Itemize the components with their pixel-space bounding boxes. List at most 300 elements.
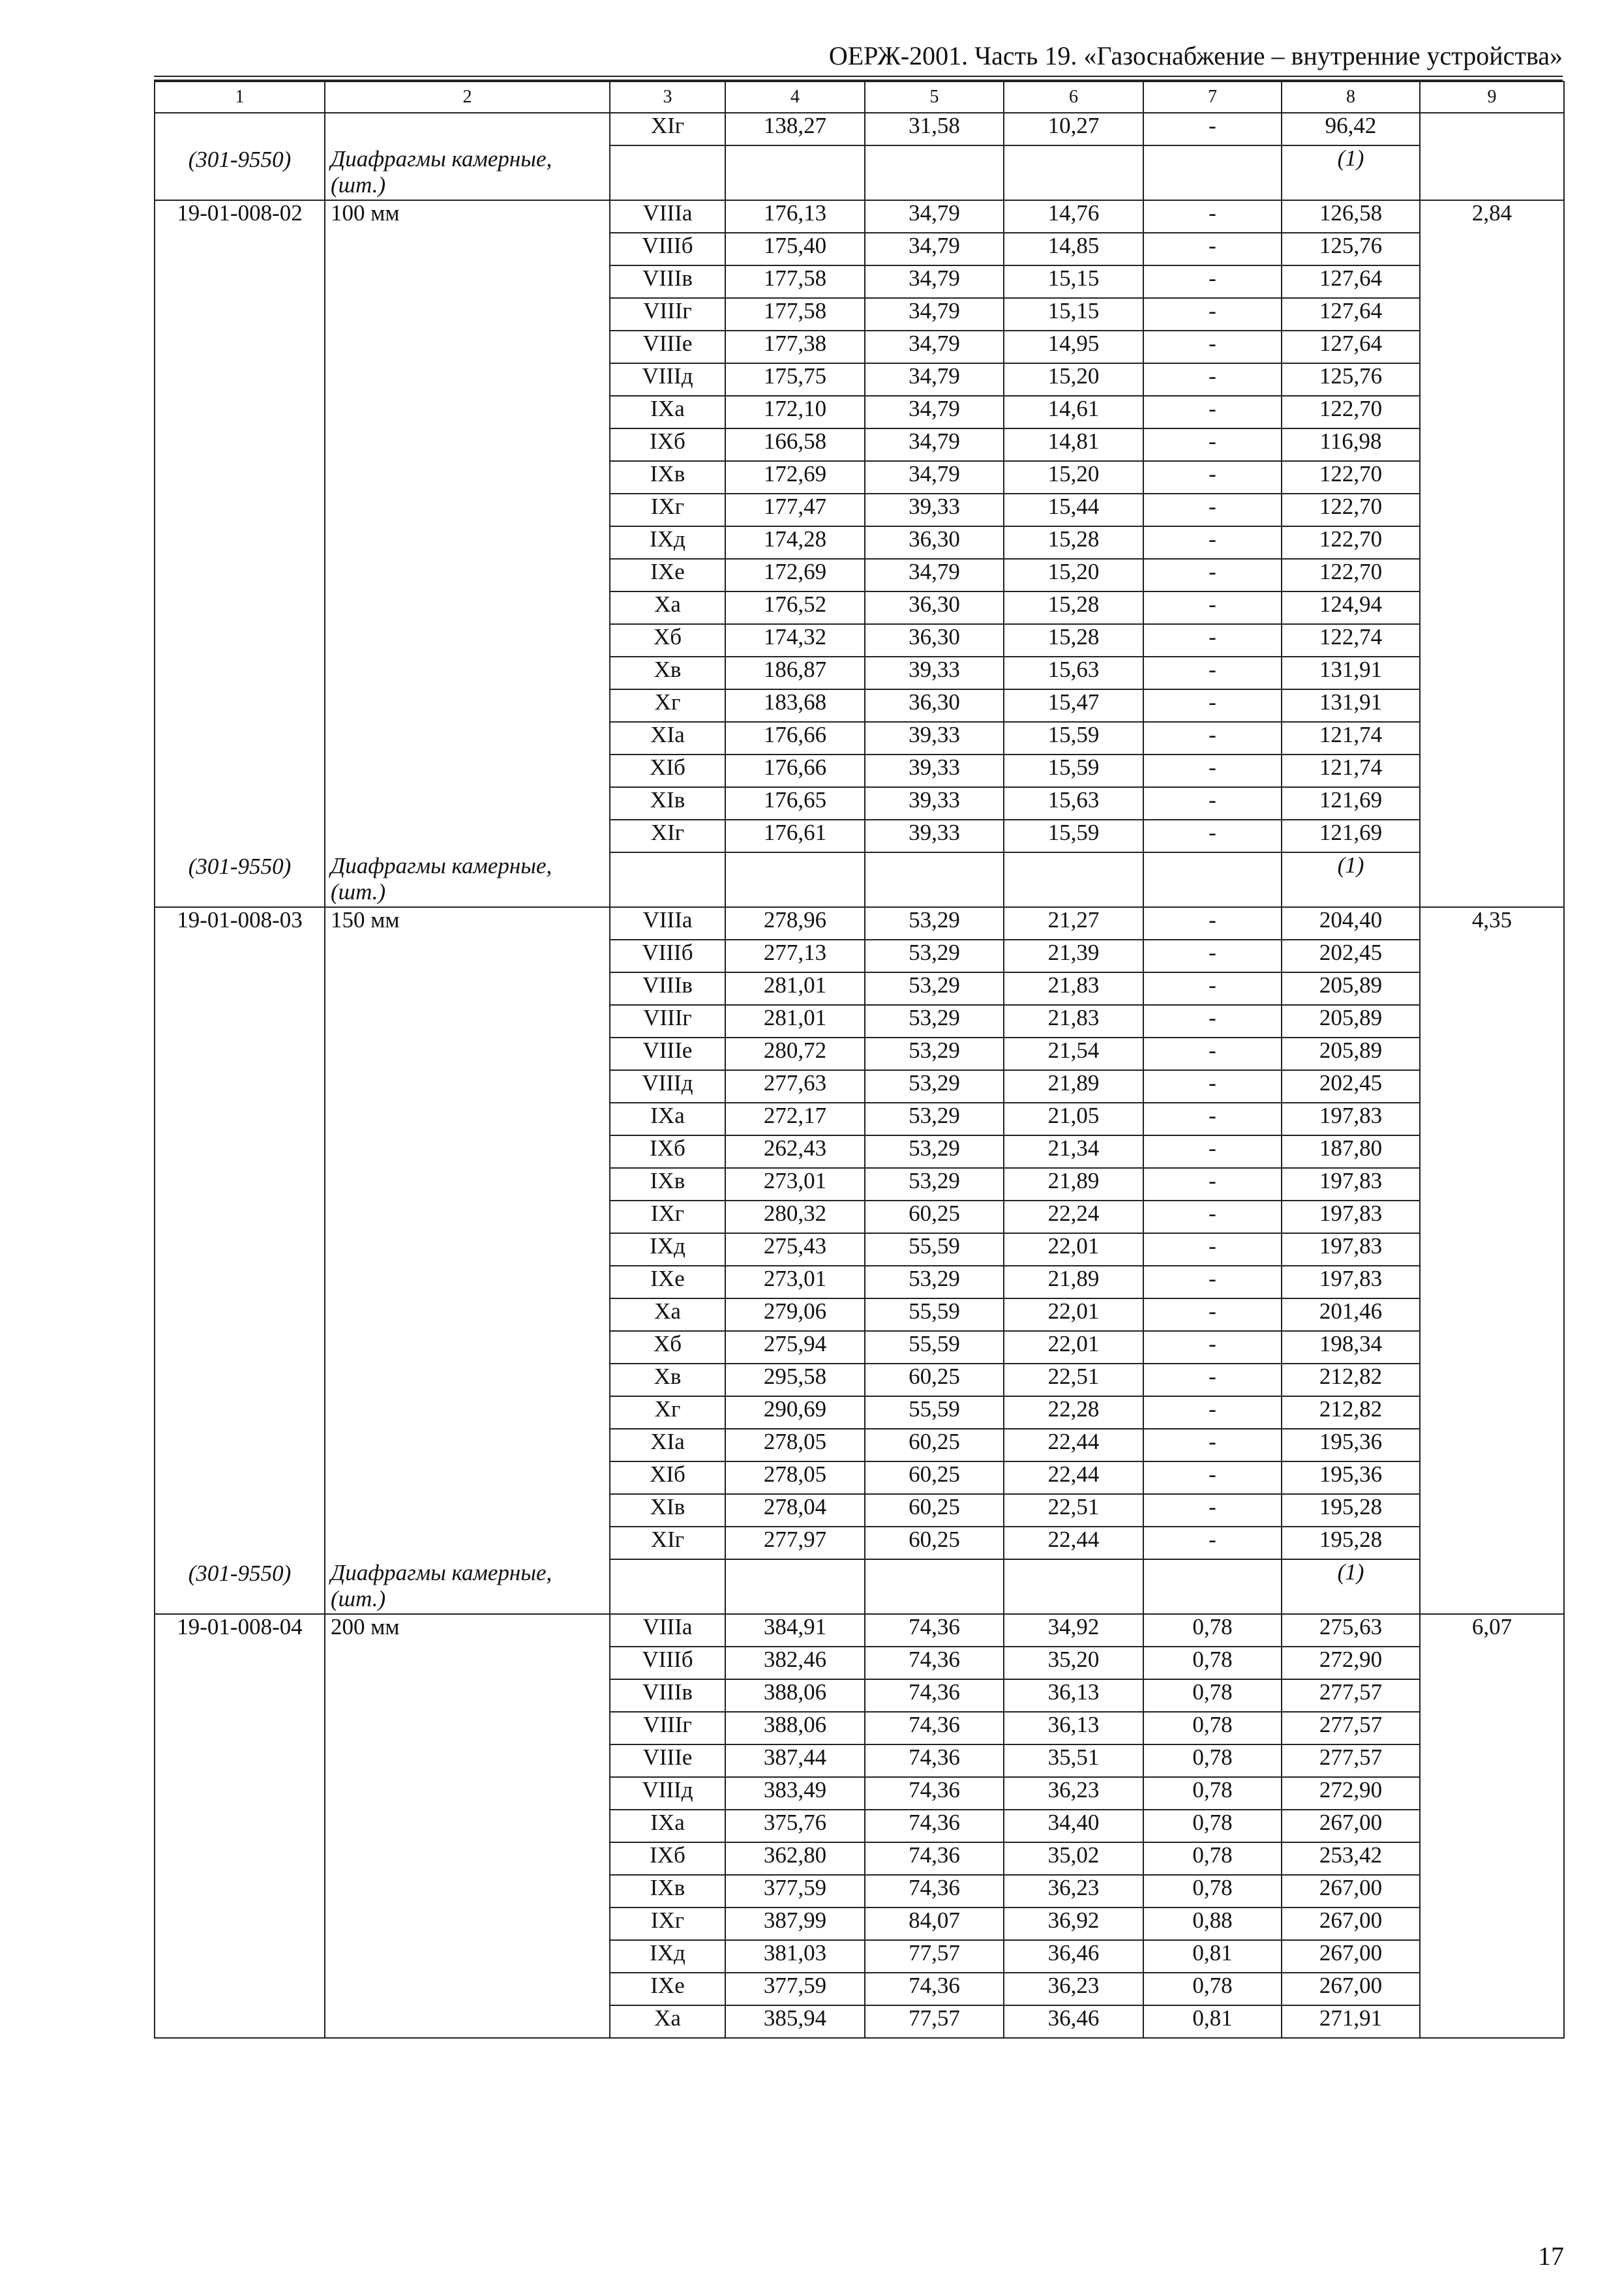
column-number: 3 (610, 82, 725, 113)
value-cell-col8: 121,74 (1282, 755, 1420, 787)
value-cell-col4: 362,80 (725, 1842, 865, 1875)
value-cell-col6: 14,61 (1004, 396, 1143, 428)
value-cell-col8: 277,57 (1282, 1712, 1420, 1744)
value-cell-col8: 122,70 (1282, 526, 1420, 559)
value-cell-col4: 280,32 (725, 1201, 865, 1233)
value-cell-col5: 34,79 (865, 200, 1004, 233)
zone-cell: IXе (610, 1266, 725, 1298)
rate-code (155, 200, 325, 907)
value-cell-col8: 267,00 (1282, 1940, 1420, 1973)
value-cell-col4: 166,58 (725, 428, 865, 461)
zone-cell: Xг (610, 1396, 725, 1429)
value-cell-col4: 177,58 (725, 298, 865, 331)
rate-code (155, 113, 325, 200)
value-cell-col8: 267,00 (1282, 1810, 1420, 1842)
value-cell-col5: 31,58 (865, 113, 1004, 145)
value-cell-col4: 138,27 (725, 113, 865, 145)
value-cell-col4: 183,68 (725, 689, 865, 722)
value-cell-col7: - (1143, 1461, 1282, 1494)
value-cell-col5: 55,59 (865, 1298, 1004, 1331)
value-cell-col5: 60,25 (865, 1201, 1004, 1233)
value-cell-col7: - (1143, 1135, 1282, 1168)
value-cell-col6: 14,95 (1004, 331, 1143, 363)
value-cell-col8: 127,64 (1282, 265, 1420, 298)
value-cell-col8: 253,42 (1282, 1842, 1420, 1875)
rate-code (155, 907, 325, 1614)
value-cell-col4: 177,58 (725, 265, 865, 298)
value-cell-col5: 74,36 (865, 1842, 1004, 1875)
zone-cell: VIIIв (610, 972, 725, 1005)
material-code: (301-9550) (188, 854, 292, 879)
value-cell-col6: 36,23 (1004, 1973, 1143, 2005)
value-cell-col8: 205,89 (1282, 972, 1420, 1005)
empty-cell (610, 852, 725, 907)
value-cell-col8: 122,70 (1282, 461, 1420, 494)
value-cell-col4: 175,40 (725, 233, 865, 265)
material-quantity: (1) (1282, 1559, 1420, 1614)
value-cell-col7: 0,78 (1143, 1647, 1282, 1679)
zone-cell: Xб (610, 624, 725, 657)
value-cell-col7: - (1143, 689, 1282, 722)
price-table (154, 81, 1565, 2039)
value-cell-col5: 36,30 (865, 526, 1004, 559)
rate-name-text: 200 мм (331, 1614, 400, 1639)
value-cell-col4: 172,69 (725, 559, 865, 591)
value-cell-col4: 388,06 (725, 1679, 865, 1712)
column-number-row (155, 82, 1564, 113)
value-cell-col8: 195,36 (1282, 1429, 1420, 1461)
value-cell-col7: - (1143, 113, 1282, 145)
value-cell-col5: 84,07 (865, 1908, 1004, 1940)
value-cell-col5: 74,36 (865, 1647, 1004, 1679)
value-cell-col7: - (1143, 787, 1282, 820)
value-cell-col8: 201,46 (1282, 1298, 1420, 1331)
value-cell-col5: 74,36 (865, 1973, 1004, 2005)
zone-cell: XIб (610, 755, 725, 787)
value-cell-col4: 272,17 (725, 1103, 865, 1135)
value-cell-col5: 34,79 (865, 559, 1004, 591)
value-cell-col8: 195,36 (1282, 1461, 1420, 1494)
value-cell-col5: 55,59 (865, 1233, 1004, 1266)
value-cell-col5: 74,36 (865, 1810, 1004, 1842)
value-cell-col5: 39,33 (865, 787, 1004, 820)
zone-cell: IXа (610, 1103, 725, 1135)
value-cell-col5: 53,29 (865, 1103, 1004, 1135)
value-cell-col4: 382,46 (725, 1647, 865, 1679)
value-cell-col7: - (1143, 396, 1282, 428)
column9-value: 6,07 (1420, 1614, 1564, 2038)
value-cell-col7: - (1143, 331, 1282, 363)
column-number: 1 (155, 82, 325, 113)
value-cell-col4: 384,91 (725, 1614, 865, 1647)
value-cell-col4: 176,13 (725, 200, 865, 233)
value-cell-col7: - (1143, 1233, 1282, 1266)
zone-cell: Xа (610, 2005, 725, 2038)
value-cell-col6: 14,81 (1004, 428, 1143, 461)
value-cell-col5: 53,29 (865, 1135, 1004, 1168)
value-cell-col8: 125,76 (1282, 363, 1420, 396)
value-cell-col6: 15,59 (1004, 722, 1143, 755)
empty-cell (1143, 145, 1282, 200)
rate-name-text: 100 мм (331, 200, 400, 226)
zone-cell: XIа (610, 722, 725, 755)
value-cell-col8: 195,28 (1282, 1527, 1420, 1559)
zone-cell: IXг (610, 1201, 725, 1233)
value-cell-col8: 125,76 (1282, 233, 1420, 265)
value-cell-col5: 74,36 (865, 1614, 1004, 1647)
zone-cell: XIв (610, 787, 725, 820)
value-cell-col6: 15,20 (1004, 461, 1143, 494)
column-number: 2 (325, 82, 610, 113)
zone-cell: IXб (610, 428, 725, 461)
table-row (155, 1614, 1564, 1647)
value-cell-col5: 34,79 (865, 298, 1004, 331)
value-cell-col6: 15,15 (1004, 298, 1143, 331)
value-cell-col4: 295,58 (725, 1364, 865, 1396)
column9-value: 2,84 (1420, 200, 1564, 907)
value-cell-col5: 34,79 (865, 265, 1004, 298)
value-cell-col7: - (1143, 233, 1282, 265)
value-cell-col6: 22,44 (1004, 1429, 1143, 1461)
value-cell-col8: 126,58 (1282, 200, 1420, 233)
value-cell-col4: 375,76 (725, 1810, 865, 1842)
value-cell-col4: 279,06 (725, 1298, 865, 1331)
zone-cell: IXб (610, 1842, 725, 1875)
material-name: Диафрагмы камерные, (шт.) (331, 146, 552, 198)
value-cell-col4: 383,49 (725, 1777, 865, 1810)
value-cell-col4: 177,38 (725, 331, 865, 363)
value-cell-col8: 197,83 (1282, 1233, 1420, 1266)
zone-cell: VIIIг (610, 298, 725, 331)
value-cell-col4: 387,99 (725, 1908, 865, 1940)
value-cell-col7: - (1143, 1103, 1282, 1135)
value-cell-col4: 277,97 (725, 1527, 865, 1559)
zone-cell: VIIIе (610, 1744, 725, 1777)
value-cell-col6: 36,13 (1004, 1712, 1143, 1744)
value-cell-col5: 60,25 (865, 1461, 1004, 1494)
zone-cell: VIIIв (610, 265, 725, 298)
rate-name (325, 907, 610, 1614)
value-cell-col5: 39,33 (865, 657, 1004, 689)
value-cell-col6: 22,51 (1004, 1494, 1143, 1527)
value-cell-col6: 22,44 (1004, 1527, 1143, 1559)
value-cell-col8: 122,74 (1282, 624, 1420, 657)
value-cell-col5: 74,36 (865, 1875, 1004, 1908)
value-cell-col8: 272,90 (1282, 1777, 1420, 1810)
column-number: 9 (1420, 82, 1564, 113)
value-cell-col6: 22,28 (1004, 1396, 1143, 1429)
empty-cell (1004, 145, 1143, 200)
zone-cell: IXб (610, 1135, 725, 1168)
value-cell-col5: 55,59 (865, 1331, 1004, 1364)
value-cell-col4: 278,05 (725, 1461, 865, 1494)
value-cell-col4: 176,65 (725, 787, 865, 820)
value-cell-col5: 77,57 (865, 2005, 1004, 2038)
empty-cell (1143, 852, 1282, 907)
value-cell-col8: 122,70 (1282, 396, 1420, 428)
empty-cell (865, 145, 1004, 200)
value-cell-col5: 77,57 (865, 1940, 1004, 1973)
value-cell-col6: 15,63 (1004, 657, 1143, 689)
value-cell-col7: 0,78 (1143, 1973, 1282, 2005)
material-quantity: (1) (1282, 852, 1420, 907)
zone-cell: IXе (610, 1973, 725, 2005)
value-cell-col8: 121,74 (1282, 722, 1420, 755)
zone-cell: Xа (610, 1298, 725, 1331)
value-cell-col6: 36,46 (1004, 1940, 1143, 1973)
value-cell-col4: 387,44 (725, 1744, 865, 1777)
value-cell-col5: 60,25 (865, 1494, 1004, 1527)
value-cell-col4: 377,59 (725, 1973, 865, 2005)
zone-cell: VIIIб (610, 233, 725, 265)
value-cell-col7: - (1143, 972, 1282, 1005)
value-cell-col7: - (1143, 1168, 1282, 1201)
zone-cell: IXг (610, 1908, 725, 1940)
value-cell-col6: 14,85 (1004, 233, 1143, 265)
column9-value (1420, 113, 1564, 200)
value-cell-col6: 35,02 (1004, 1842, 1143, 1875)
running-header: ОЕРЖ-2001. Часть 19. «Газоснабжение – внутренние устройства» (154, 38, 1563, 77)
rate-name-text: 150 мм (331, 907, 400, 933)
value-cell-col7: - (1143, 907, 1282, 940)
table-row (155, 200, 1564, 233)
value-cell-col7: - (1143, 363, 1282, 396)
value-cell-col6: 35,51 (1004, 1744, 1143, 1777)
zone-cell: IXг (610, 494, 725, 526)
column-number: 8 (1282, 82, 1420, 113)
value-cell-col6: 21,89 (1004, 1266, 1143, 1298)
value-cell-col8: 121,69 (1282, 787, 1420, 820)
value-cell-col8: 277,57 (1282, 1744, 1420, 1777)
value-cell-col5: 74,36 (865, 1777, 1004, 1810)
empty-cell (1004, 1559, 1143, 1614)
value-cell-col5: 36,30 (865, 624, 1004, 657)
value-cell-col6: 21,89 (1004, 1070, 1143, 1103)
value-cell-col7: - (1143, 591, 1282, 624)
material-code: (301-9550) (188, 147, 292, 172)
value-cell-col7: - (1143, 526, 1282, 559)
value-cell-col4: 385,94 (725, 2005, 865, 2038)
zone-cell: Xв (610, 1364, 725, 1396)
value-cell-col8: 202,45 (1282, 1070, 1420, 1103)
table-body (155, 113, 1564, 2038)
value-cell-col4: 281,01 (725, 972, 865, 1005)
zone-cell: Xб (610, 1331, 725, 1364)
value-cell-col5: 53,29 (865, 972, 1004, 1005)
value-cell-col5: 53,29 (865, 1070, 1004, 1103)
value-cell-col8: 212,82 (1282, 1364, 1420, 1396)
value-cell-col7: 0,78 (1143, 1810, 1282, 1842)
zone-cell: XIб (610, 1461, 725, 1494)
value-cell-col6: 21,34 (1004, 1135, 1143, 1168)
column-number: 4 (725, 82, 865, 113)
value-cell-col8: 275,63 (1282, 1614, 1420, 1647)
column9-value: 4,35 (1420, 907, 1564, 1614)
value-cell-col4: 278,96 (725, 907, 865, 940)
value-cell-col5: 53,29 (865, 940, 1004, 972)
value-cell-col7: - (1143, 1201, 1282, 1233)
value-cell-col6: 22,01 (1004, 1331, 1143, 1364)
value-cell-col6: 15,44 (1004, 494, 1143, 526)
value-cell-col8: 197,83 (1282, 1201, 1420, 1233)
value-cell-col6: 35,20 (1004, 1647, 1143, 1679)
value-cell-col5: 53,29 (865, 907, 1004, 940)
value-cell-col4: 277,13 (725, 940, 865, 972)
value-cell-col5: 39,33 (865, 820, 1004, 852)
value-cell-col4: 388,06 (725, 1712, 865, 1744)
zone-cell: Xг (610, 689, 725, 722)
value-cell-col6: 15,47 (1004, 689, 1143, 722)
empty-cell (610, 145, 725, 200)
column-number: 5 (865, 82, 1004, 113)
table-row (155, 907, 1564, 940)
value-cell-col7: - (1143, 722, 1282, 755)
zone-cell: IXв (610, 1875, 725, 1908)
value-cell-col6: 34,92 (1004, 1614, 1143, 1647)
value-cell-col5: 55,59 (865, 1396, 1004, 1429)
zone-cell: VIIIв (610, 1679, 725, 1712)
value-cell-col6: 15,28 (1004, 591, 1143, 624)
value-cell-col7: - (1143, 1331, 1282, 1364)
value-cell-col8: 204,40 (1282, 907, 1420, 940)
value-cell-col8: 197,83 (1282, 1168, 1420, 1201)
value-cell-col7: - (1143, 940, 1282, 972)
value-cell-col7: - (1143, 1070, 1282, 1103)
value-cell-col6: 15,63 (1004, 787, 1143, 820)
empty-cell (1004, 852, 1143, 907)
value-cell-col7: 0,88 (1143, 1908, 1282, 1940)
value-cell-col5: 53,29 (865, 1038, 1004, 1070)
value-cell-col8: 127,64 (1282, 331, 1420, 363)
zone-cell: XIг (610, 820, 725, 852)
value-cell-col4: 172,10 (725, 396, 865, 428)
value-cell-col6: 21,05 (1004, 1103, 1143, 1135)
value-cell-col6: 34,40 (1004, 1810, 1143, 1842)
value-cell-col7: - (1143, 494, 1282, 526)
value-cell-col4: 175,75 (725, 363, 865, 396)
value-cell-col4: 273,01 (725, 1266, 865, 1298)
zone-cell: IXд (610, 526, 725, 559)
value-cell-col6: 22,24 (1004, 1201, 1143, 1233)
value-cell-col8: 131,91 (1282, 657, 1420, 689)
value-cell-col6: 21,89 (1004, 1168, 1143, 1201)
value-cell-col5: 53,29 (865, 1168, 1004, 1201)
value-cell-col5: 34,79 (865, 331, 1004, 363)
value-cell-col5: 39,33 (865, 494, 1004, 526)
value-cell-col8: 122,70 (1282, 559, 1420, 591)
value-cell-col8: 195,28 (1282, 1494, 1420, 1527)
value-cell-col4: 277,63 (725, 1070, 865, 1103)
value-cell-col6: 36,23 (1004, 1875, 1143, 1908)
value-cell-col7: - (1143, 1494, 1282, 1527)
zone-cell: IXв (610, 1168, 725, 1201)
value-cell-col7: - (1143, 1396, 1282, 1429)
zone-cell: IXв (610, 461, 725, 494)
zone-cell: XIг (610, 1527, 725, 1559)
zone-cell: VIIIа (610, 1614, 725, 1647)
value-cell-col8: 205,89 (1282, 1005, 1420, 1038)
zone-cell: IXа (610, 396, 725, 428)
value-cell-col4: 381,03 (725, 1940, 865, 1973)
zone-cell: VIIIг (610, 1712, 725, 1744)
value-cell-col6: 15,59 (1004, 820, 1143, 852)
value-cell-col5: 34,79 (865, 233, 1004, 265)
value-cell-col4: 176,66 (725, 722, 865, 755)
value-cell-col7: - (1143, 428, 1282, 461)
value-cell-col5: 36,30 (865, 689, 1004, 722)
value-cell-col6: 22,01 (1004, 1233, 1143, 1266)
value-cell-col6: 15,28 (1004, 526, 1143, 559)
empty-cell (725, 1559, 865, 1614)
zone-cell: VIIIб (610, 1647, 725, 1679)
value-cell-col4: 278,04 (725, 1494, 865, 1527)
value-cell-col8: 272,90 (1282, 1647, 1420, 1679)
value-cell-col5: 53,29 (865, 1005, 1004, 1038)
value-cell-col4: 278,05 (725, 1429, 865, 1461)
value-cell-col4: 176,66 (725, 755, 865, 787)
value-cell-col4: 174,28 (725, 526, 865, 559)
zone-cell: VIIIг (610, 1005, 725, 1038)
value-cell-col8: 277,57 (1282, 1679, 1420, 1712)
value-cell-col6: 21,27 (1004, 907, 1143, 940)
value-cell-col8: 267,00 (1282, 1875, 1420, 1908)
value-cell-col7: - (1143, 265, 1282, 298)
value-cell-col6: 22,51 (1004, 1364, 1143, 1396)
empty-cell (725, 145, 865, 200)
value-cell-col4: 174,32 (725, 624, 865, 657)
zone-cell: Xв (610, 657, 725, 689)
value-cell-col6: 15,20 (1004, 559, 1143, 591)
value-cell-col7: 0,81 (1143, 1940, 1282, 1973)
empty-cell (1143, 1559, 1282, 1614)
value-cell-col6: 15,59 (1004, 755, 1143, 787)
zone-cell: VIIIд (610, 363, 725, 396)
value-cell-col8: 121,69 (1282, 820, 1420, 852)
value-cell-col4: 275,94 (725, 1331, 865, 1364)
value-cell-col4: 176,52 (725, 591, 865, 624)
rate-code-text: 19-01-008-02 (177, 200, 303, 226)
value-cell-col8: 205,89 (1282, 1038, 1420, 1070)
empty-cell (865, 1559, 1004, 1614)
value-cell-col5: 74,36 (865, 1712, 1004, 1744)
value-cell-col4: 275,43 (725, 1233, 865, 1266)
empty-cell (610, 1559, 725, 1614)
value-cell-col7: - (1143, 657, 1282, 689)
value-cell-col6: 21,83 (1004, 1005, 1143, 1038)
zone-cell: VIIIб (610, 940, 725, 972)
value-cell-col7: - (1143, 1038, 1282, 1070)
value-cell-col7: - (1143, 755, 1282, 787)
material-quantity: (1) (1282, 145, 1420, 200)
value-cell-col4: 177,47 (725, 494, 865, 526)
value-cell-col7: - (1143, 1005, 1282, 1038)
value-cell-col8: 197,83 (1282, 1266, 1420, 1298)
value-cell-col7: 0,78 (1143, 1842, 1282, 1875)
value-cell-col7: 0,78 (1143, 1777, 1282, 1810)
value-cell-col5: 39,33 (865, 755, 1004, 787)
value-cell-col8: 197,83 (1282, 1103, 1420, 1135)
value-cell-col8: 267,00 (1282, 1973, 1420, 2005)
value-cell-col6: 15,28 (1004, 624, 1143, 657)
rate-name (325, 113, 610, 200)
rate-code-text: 19-01-008-04 (177, 1614, 303, 1639)
value-cell-col7: - (1143, 1429, 1282, 1461)
value-cell-col4: 377,59 (725, 1875, 865, 1908)
zone-cell: VIIIе (610, 1038, 725, 1070)
value-cell-col6: 14,76 (1004, 200, 1143, 233)
value-cell-col7: - (1143, 200, 1282, 233)
rate-code-text: 19-01-008-03 (177, 907, 303, 933)
